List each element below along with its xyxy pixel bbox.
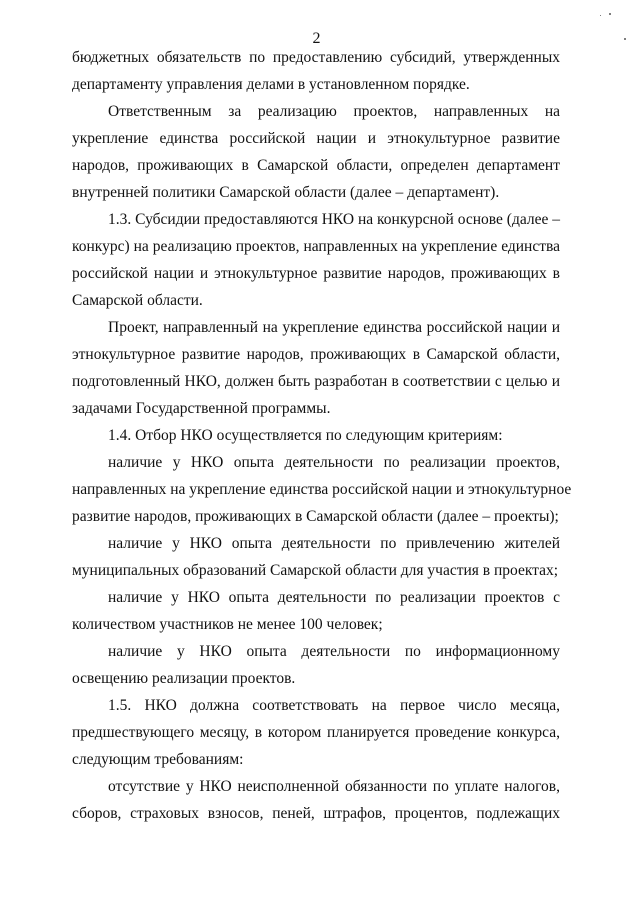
text-line: сборов, страховых взносов, пеней, штрафов, процентов, подлежащих — [72, 805, 560, 822]
text-line: наличие у НКО опыта деятельности по реализации проектов с — [108, 589, 560, 606]
text-line: задачами Государственной программы. — [72, 400, 331, 417]
text-line: укрепление единства российской нации и этнокультурное развитие — [72, 130, 560, 147]
text-line: российской нации и этнокультурное развитие народов, проживающих в — [72, 265, 560, 282]
text-line: 1.5. НКО должна соответствовать на первое число месяца, — [108, 697, 560, 714]
text-line: наличие у НКО опыта деятельности по реализации проектов, — [108, 454, 560, 471]
text-line: 1.4. Отбор НКО осуществляется по следующим критериям: — [108, 427, 503, 444]
text-line: Ответственным за реализацию проектов, направленных на — [108, 103, 560, 120]
text-line: наличие у НКО опыта деятельности по привлечению жителей — [108, 535, 560, 552]
text-line: направленных на укрепление единства российской нации и этнокультурное — [72, 481, 572, 498]
text-line: конкурс) на реализацию проектов, направленных на укрепление единства — [72, 238, 560, 255]
text-line: освещению реализации проектов. — [72, 670, 296, 687]
page-number: 2 — [312, 30, 321, 47]
text-line: следующим требованиям: — [72, 751, 244, 768]
scan-speck — [624, 38, 626, 40]
text-line: бюджетных обязательств по предоставлению субсидий, утвержденных — [72, 49, 560, 66]
text-line: внутренней политики Самарской области (далее – департамент). — [72, 184, 500, 201]
text-line: этнокультурное развитие народов, проживающих в Самарской области, — [72, 346, 560, 363]
text-line: развитие народов, проживающих в Самарской области (далее – проекты); — [72, 508, 559, 525]
text-line: количеством участников не менее 100 человек; — [72, 616, 383, 633]
text-line: Проект, направленный на укрепление единства российской нации и — [108, 319, 560, 336]
text-line: подготовленный НКО, должен быть разработан в соответствии с целью и — [72, 373, 560, 390]
text-line: народов, проживающих в Самарской области, определен департамент — [72, 157, 560, 174]
text-line: муниципальных образований Самарской области для участия в проектах; — [72, 562, 559, 579]
text-line: 1.3. Субсидии предоставляются НКО на конкурсной основе (далее – — [108, 211, 560, 228]
scan-speck — [600, 15, 601, 16]
text-line: наличие у НКО опыта деятельности по информационному — [108, 643, 560, 660]
text-line: отсутствие у НКО неисполненной обязанности по уплате налогов, — [108, 778, 560, 795]
text-line: предшествующего месяцу, в котором планируется проведение конкурса, — [72, 724, 560, 741]
scan-speck — [609, 13, 611, 15]
text-line: департаменту управления делами в установленном порядке. — [72, 76, 470, 93]
text-line: Самарской области. — [72, 292, 203, 309]
